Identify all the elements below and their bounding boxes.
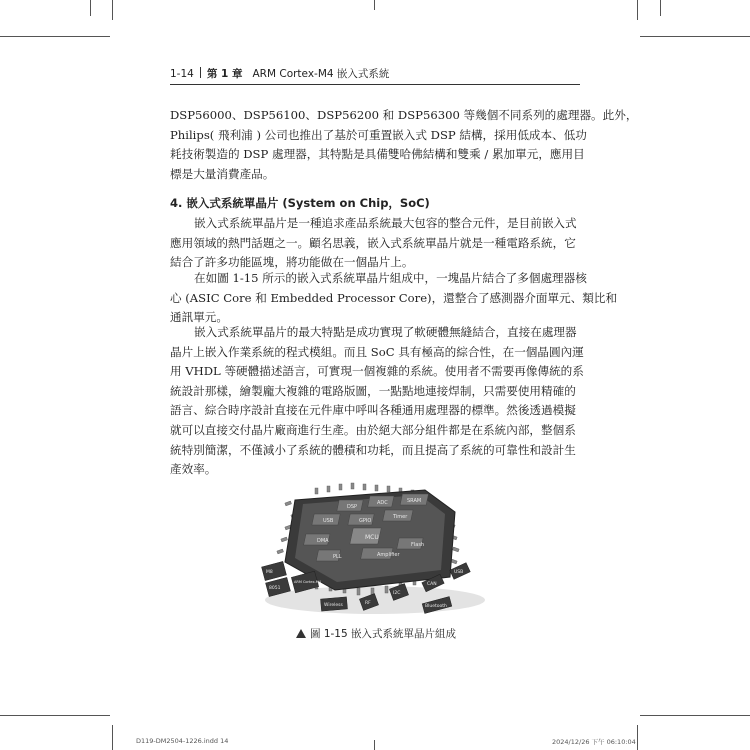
small-chip-label: RF	[365, 601, 371, 606]
crop-mark	[0, 36, 110, 37]
text-line: 耗技術製造的 DSP 處理器，其特點是具備雙哈佛結構和雙乘 / 累加單元，應用目	[170, 147, 585, 162]
page-number: 1-14	[170, 68, 194, 80]
crop-mark	[374, 0, 375, 10]
crop-mark	[637, 0, 638, 20]
footer-filename: D119-DM2504-1226.indd 14	[136, 737, 229, 745]
figure-caption	[296, 626, 456, 641]
chip-block-label: PLL	[333, 554, 342, 560]
small-chip-label: CAN	[427, 582, 437, 587]
paragraph-1	[170, 106, 638, 184]
crop-mark	[660, 0, 661, 16]
chip-block-label: ADC	[377, 500, 388, 506]
text-line: 統設計那樣，繪製龐大複雜的電路版圖，一點點地連接焊制，只需要使用精確的	[170, 383, 576, 398]
text-line: 語言、綜合時序設計直接在元件庫中呼叫各種通用處理器的標準。然後透過模擬	[170, 403, 576, 418]
triangle-icon	[296, 629, 306, 638]
running-header	[170, 66, 389, 81]
text-line: 晶片上嵌入作業系統的程式模組。而且 SoC 具有極高的綜合性，在一個晶圓內運	[170, 344, 584, 359]
text-line: 應用領域的熱門話題之一。顧名思義，嵌入式系統單晶片就是一種電路系統，它	[170, 235, 576, 250]
small-chip-label: Wireless	[324, 603, 343, 608]
text-line: Philips( 飛利浦 ) 公司也推出了基於可重置嵌入式 DSP 結構，採用低成本、低功	[170, 127, 587, 142]
crop-mark	[374, 740, 375, 750]
chip-block-label: MCU	[365, 534, 379, 541]
text-line: 嵌入式系統單晶片的最大特點是成功實現了軟硬體無縫結合，直接在處理器	[194, 325, 577, 339]
chip-block-label: Timer	[393, 514, 408, 520]
small-chip-label: ARM Cortex-M4	[294, 580, 322, 584]
text-line: DSP56000、DSP56100、DSP56200 和 DSP56300 等幾個不同系列的處理器。此外，	[170, 108, 638, 122]
small-chip-label: 8051	[269, 586, 281, 591]
text-line: 用 VHDL 等硬體描述語言，可實現一個複雜的系統。使用者不需要再像傳統的系	[170, 364, 584, 379]
small-chip-label: M8	[266, 570, 273, 575]
paragraph-3	[170, 269, 618, 328]
chip-block-label: Flash	[411, 542, 425, 548]
chip-block-label: GPIO	[359, 518, 372, 524]
text-line: 產效率。	[170, 462, 217, 477]
text-line: 就可以直接交付晶片廠商進行生產。由於絕大部分組件都是在系統內部，整個系	[170, 422, 576, 437]
header-rule	[170, 84, 580, 85]
crop-mark	[640, 715, 750, 716]
text-line: 在如圖 1-15 所示的嵌入式系統單晶片組成中，一塊晶片結合了多個處理器核	[194, 271, 587, 285]
chip-block-label: DSP	[347, 504, 358, 510]
crop-mark	[0, 715, 110, 716]
paragraph-4	[170, 323, 584, 480]
text-line: 心 (ASIC Core 和 Embedded Processor Core)，還整合了感測器介面單元、類比和	[170, 290, 618, 305]
chip-block-label: USB	[323, 518, 334, 524]
text-line: 標是大量消費產品。	[170, 166, 275, 181]
crop-mark	[637, 725, 638, 750]
small-chip-label: Bluetooth	[425, 604, 447, 609]
footer-timestamp: 2024/12/26 下午 06:10:04	[552, 738, 636, 746]
crop-mark	[112, 725, 113, 750]
small-chip-label: USB	[454, 570, 464, 575]
chapter-title: ARM Cortex-M4 嵌入式系統	[252, 68, 390, 80]
text-line: 嵌入式系統單晶片是一種追求產品系統最大包容的整合元件，是目前嵌入式	[194, 216, 577, 230]
section-heading: 4. 嵌入式系統單晶片 (System on Chip，SoC)	[170, 196, 430, 210]
crop-mark	[640, 36, 750, 37]
text-line: 通訊單元。	[170, 310, 228, 325]
text-line: 統特別簡潔，不僅減小了系統的體積和功耗，而且提高了系統的可靠性和設計生	[170, 442, 576, 457]
soc-chip-illustration	[255, 482, 495, 622]
crop-mark	[112, 0, 113, 20]
crop-mark	[90, 0, 91, 16]
chapter-number: 第 1 章	[206, 68, 243, 80]
chip-block-label: Amplifier	[377, 552, 400, 558]
chip-block-label: DMA	[317, 538, 329, 544]
chip-block-label: SRAM	[407, 498, 422, 504]
small-chip-label: I2C	[393, 591, 401, 596]
caption-text: 圖 1-15 嵌入式系統單晶片組成	[310, 628, 457, 640]
text-line: 結合了許多功能區塊，將功能做在一個晶片上。	[170, 255, 414, 270]
paragraph-2	[170, 214, 579, 273]
